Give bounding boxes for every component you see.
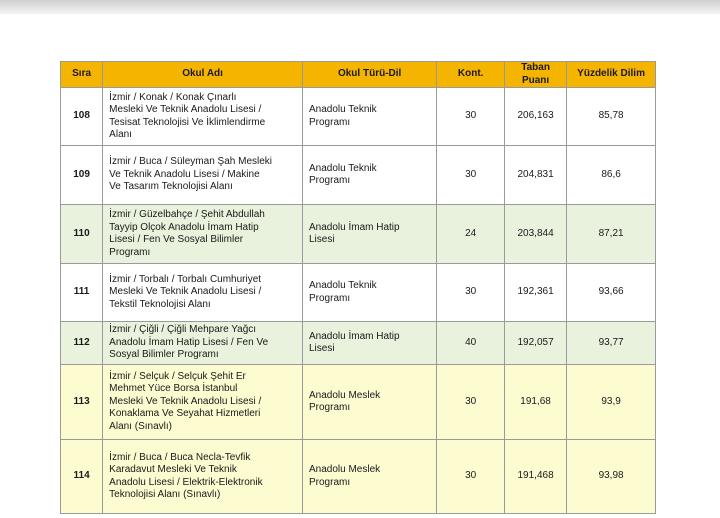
cell-okul-adi-line: Karadavut Mesleki Ve Teknik [109, 464, 237, 475]
cell-sira: 111 [61, 264, 103, 322]
cell-okul-turu-line: Anadolu İmam Hatip [308, 330, 400, 342]
cell-okul-adi-line: Mesleki Ve Teknik Anadolu Lisesi / [109, 104, 262, 115]
cell-okul-adi-line: Anadolu İmam Hatip Lisesi / Fen Ve [109, 336, 269, 348]
table-row [61, 205, 656, 264]
cell-okul-adi-line: Tekstil Teknolojisi Alanı [109, 298, 211, 310]
cell-sira: 113 [61, 365, 103, 440]
cell-okul-turu-line: Anadolu İmam Hatip [308, 221, 400, 233]
cell-yuzdelik-dilim: 93,98 [567, 440, 656, 514]
cell-okul-adi [103, 322, 303, 365]
cell-okul-turu-line: Anadolu Teknik [308, 162, 377, 174]
header-sira: Sıra [61, 62, 103, 88]
cell-yuzdelik-dilim: 85,78 [567, 88, 656, 146]
cell-taban-puani: 206,163 [505, 88, 567, 146]
cell-okul-adi-line: Mehmet Yüce Borsa İstanbul [109, 383, 238, 395]
cell-okul-adi-line: Alanı (Sınavlı) [109, 420, 172, 432]
cell-kont: 30 [437, 440, 505, 514]
cell-okul-turu [302, 205, 436, 264]
table-row [61, 322, 656, 365]
table-row [61, 264, 656, 322]
cell-taban-puani: 192,361 [505, 264, 567, 322]
cell-kont: 30 [437, 264, 505, 322]
cell-okul-adi-line: Alanı [109, 129, 132, 140]
cell-okul-adi-line: İzmir / Konak / Konak Çınarlı [109, 91, 237, 103]
cell-okul-adi-line: Sosyal Bilimler Programı [109, 349, 219, 361]
table-row [61, 88, 656, 146]
cell-okul-adi [103, 440, 303, 514]
cell-okul-turu-line: Programı [308, 116, 351, 128]
cell-okul-adi [103, 365, 303, 440]
cell-taban-puani: 191,468 [505, 440, 567, 514]
cell-okul-turu [302, 440, 436, 514]
cell-okul-adi-line: İzmir / Güzelbahçe / Şehit Abdullah [109, 209, 265, 220]
cell-okul-adi-line: Programı [109, 246, 151, 258]
cell-okul-adi-line: İzmir / Buca / Buca Necla-Tevfik [109, 451, 251, 463]
cell-okul-turu [302, 146, 436, 205]
table-row [61, 365, 656, 440]
header-okul-turu: Okul Türü-Dil [302, 62, 436, 88]
cell-yuzdelik-dilim: 87,21 [567, 205, 656, 264]
cell-okul-turu-line: Anadolu Meslek [308, 464, 381, 475]
header-okul-adi: Okul Adı [103, 62, 303, 88]
cell-sira: 112 [61, 322, 103, 365]
cell-sira: 114 [61, 440, 103, 514]
cell-okul-adi-line: Mesleki Ve Teknik Anadolu Lisesi / [109, 395, 262, 407]
cell-okul-adi-line: Teknolojisi Alanı (Sınavlı) [109, 489, 221, 500]
cell-okul-turu [302, 322, 436, 365]
cell-okul-turu [302, 88, 436, 146]
table-header-row [61, 62, 656, 88]
cell-taban-puani: 204,831 [505, 146, 567, 205]
cell-okul-adi-line: İzmir / Buca / Süleyman Şah Mesleki [109, 156, 273, 168]
cell-sira: 108 [61, 88, 103, 146]
cell-sira: 109 [61, 146, 103, 205]
cell-okul-turu-line: Programı [308, 292, 351, 304]
window-top-bar [0, 0, 720, 14]
cell-okul-adi-line: Ve Teknik Anadolu Lisesi / Makine [109, 168, 260, 180]
cell-okul-turu-line: Anadolu Teknik [308, 280, 377, 291]
table-row [61, 440, 656, 514]
cell-okul-adi-line: Tayyip Olçok Anadolu İmam Hatip [109, 221, 259, 233]
header-yuzdelik-dilim: Yüzdelik Dilim [567, 62, 656, 88]
cell-taban-puani: 191,68 [505, 365, 567, 440]
cell-kont: 24 [437, 205, 505, 264]
cell-sira: 110 [61, 205, 103, 264]
cell-okul-turu [302, 365, 436, 440]
cell-kont: 30 [437, 146, 505, 205]
school-score-table [60, 61, 656, 514]
cell-okul-turu-line: Anadolu Meslek [308, 389, 381, 401]
cell-okul-turu-line: Programı [308, 175, 351, 186]
cell-okul-adi-line: İzmir / Torbalı / Torbalı Cumhuriyet [109, 273, 262, 285]
cell-okul-turu-line: Lisesi [308, 234, 335, 245]
cell-okul-adi [103, 88, 303, 146]
cell-okul-adi-line: Konaklama Ve Seyahat Hizmetleri [109, 408, 261, 420]
cell-okul-adi [103, 264, 303, 322]
header-kont: Kont. [437, 62, 505, 88]
cell-kont: 40 [437, 322, 505, 365]
cell-kont: 30 [437, 365, 505, 440]
cell-taban-puani: 203,844 [505, 205, 567, 264]
cell-okul-adi-line: Lisesi / Fen Ve Sosyal Bilimler [109, 234, 244, 245]
cell-okul-adi-line: İzmir / Selçuk / Selçuk Şehit Er [109, 370, 246, 382]
cell-okul-turu-line: Anadolu Teknik [308, 104, 377, 115]
cell-okul-adi-line: İzmir / Çiğli / Çiğli Mehpare Yağcı [109, 324, 257, 336]
cell-okul-adi-line: Ve Tasarım Teknolojisi Alanı [109, 181, 233, 193]
cell-taban-puani: 192,057 [505, 322, 567, 365]
cell-okul-adi [103, 205, 303, 264]
cell-okul-adi-line: Mesleki Ve Teknik Anadolu Lisesi / [109, 286, 262, 298]
table-row [61, 146, 656, 205]
cell-okul-turu-line: Programı [308, 476, 351, 488]
cell-okul-adi-line: Anadolu Lisesi / Elektrik-Elektronik [109, 476, 263, 488]
cell-yuzdelik-dilim: 93,77 [567, 322, 656, 365]
cell-okul-adi [103, 146, 303, 205]
cell-okul-adi-line: Tesisat Teknolojisi Ve İklimlendirme [109, 116, 266, 128]
cell-okul-turu-line: Programı [308, 402, 351, 413]
cell-yuzdelik-dilim: 86,6 [567, 146, 656, 205]
cell-okul-turu-line: Lisesi [308, 343, 335, 354]
cell-yuzdelik-dilim: 93,9 [567, 365, 656, 440]
header-taban-puani: Taban Puanı [505, 62, 567, 88]
cell-yuzdelik-dilim: 93,66 [567, 264, 656, 322]
cell-okul-turu [302, 264, 436, 322]
cell-kont: 30 [437, 88, 505, 146]
